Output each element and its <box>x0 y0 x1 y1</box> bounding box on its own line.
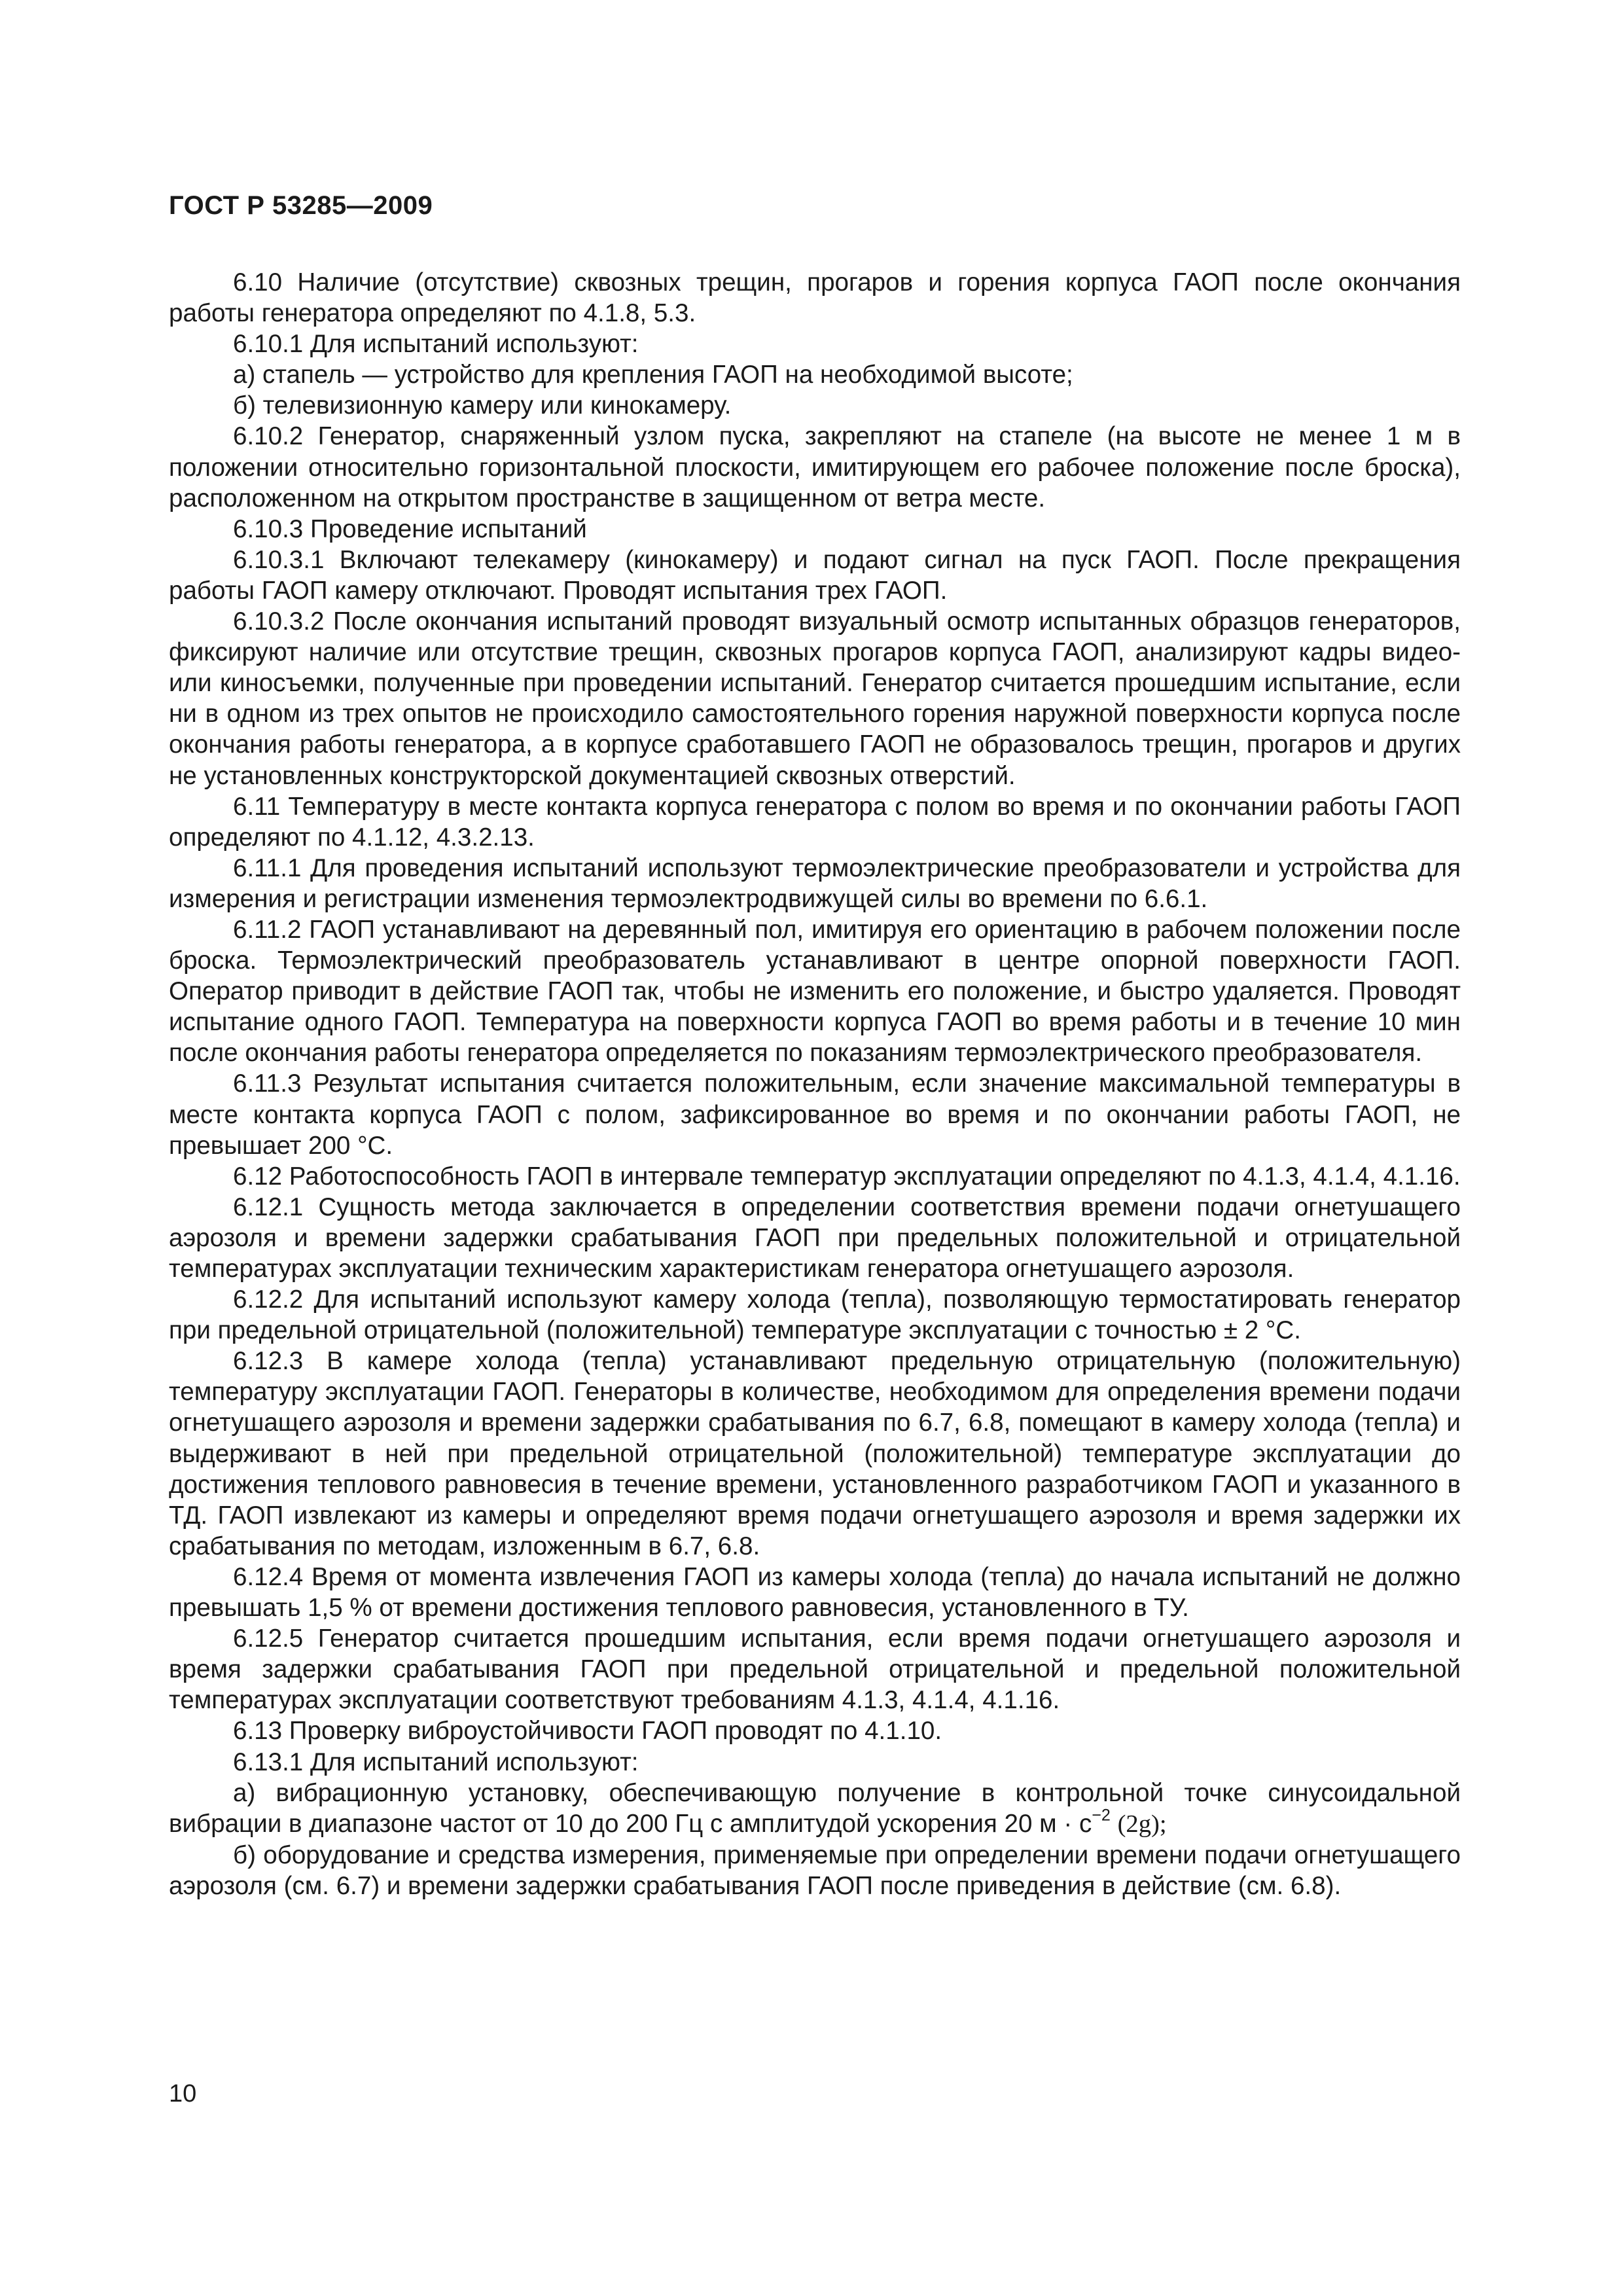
document-header: ГОСТ Р 53285—2009 <box>169 191 433 220</box>
spacer <box>1111 1810 1118 1838</box>
paragraph-6-10-3-1: 6.10.3.1 Включают телекамеру (кинокамеру) и подают сигнал на пуск ГАОП. После прекращения работы ГАОП камеру отключают. Проводят испытания трех ГАОП. <box>169 545 1461 605</box>
document-body <box>169 267 1461 1901</box>
paragraph-6-10-3: 6.10.3 Проведение испытаний <box>233 514 587 543</box>
paragraph-6-10-3-2: 6.10.3.2 После окончания испытаний проводят визуальный осмотр испытанных образцов генераторов, фиксируют наличие или отсутствие трещин, сквозных прогаров корпуса ГАОП, анализируют кадры видео- или киносъемки, полученные при проведении испытаний. Генератор считается прошедшим испытание, если ни в одном из трех опытов не происходило самостоятельного горения наружной поверхности корпуса после окончания работы генератора, а в корпусе сработавшего ГАОП не образовалось трещин, прогаров и других не установленных конструкторской документацией сквозных отверстий. <box>169 607 1461 790</box>
paragraph-6-11-1: 6.11.1 Для проведения испытаний используют термоэлектрические преобразователи и устройства для измерения и регистрации изменения термоэлектродвижущей силы во времени по 6.6.1. <box>169 853 1461 913</box>
paragraph-6-12-4: 6.12.4 Время от момента извлечения ГАОП из камеры холода (тепла) до начала испытаний не должно превышать 1,5 % от времени достижения теплового равновесия, установленного в ТУ. <box>169 1562 1461 1623</box>
paragraph-6-12-1: 6.12.1 Сущность метода заключается в определении соответствия времени подачи огнетушащего аэрозоля и времени задержки срабатывания ГАОП при предельных положительной и отрицательной температурах эксплуатации техническим характеристикам генератора огнетушащего аэрозоля. <box>169 1193 1461 1283</box>
paragraph-6-10-1: 6.10.1 Для испытаний используют: <box>233 330 639 359</box>
paragraph-6-10-2: 6.10.2 Генератор, снаряженный узлом пуска, закрепляют на стапеле (на высоте не менее 1 м в положении относительно горизонтальной плоскости, имитирующем его рабочее положение после броска), расположенном на открытом пространстве в защищенном от ветра месте. <box>169 422 1461 512</box>
list-item-b-equipment: б) оборудование и средства измерения, применяемые при определении времени подачи огнетушащего аэрозоля (см. 6.7) и времени задержки срабатывания ГАОП после приведения в действие (см. 6.8). <box>169 1840 1461 1900</box>
acceleration-exponent: −2 <box>1092 1806 1111 1825</box>
list-item-a-vibration <box>169 1778 1461 1840</box>
paragraph-6-12-2: 6.12.2 Для испытаний используют камеру холода (тепла), позволяющую термостатировать генератор при предельной отрицательной (положительной) температуре эксплуатации с точностью ± 2 °С. <box>169 1285 1461 1345</box>
list-item-b-camera: б) телевизионную камеру или кинокамеру. <box>233 391 732 420</box>
paragraph-6-12-5: 6.12.5 Генератор считается прошедшим испытания, если время подачи огнетушащего аэрозоля и время задержки срабатывания ГАОП при предельной отрицательной и предельной положительной температурах эксплуатации соответствуют требованиям 4.1.3, 4.1.4, 4.1.16. <box>169 1624 1461 1715</box>
paragraph-6-13: 6.13 Проверку виброустойчивости ГАОП проводят по 4.1.10. <box>233 1717 942 1746</box>
paragraph-6-11-3: 6.11.3 Результат испытания считается положительным, если значение максимальной температуры в месте контакта корпуса ГАОП с полом, зафиксированное во время и по окончании работы ГАОП, не превышает 200 °С. <box>169 1069 1461 1160</box>
paragraph-6-11-2: 6.11.2 ГАОП устанавливают на деревянный пол, имитируя его ориентацию в рабочем положении после броска. Термоэлектрический преобразователь устанавливают в центре опорной поверхности ГАОП. Оператор приводит в действие ГАОП так, чтобы не изменить его положение, и быстро удаляется. Проводят испытание одного ГАОП. Температура на поверхности корпуса ГАОП во время работы и в течение 10 мин после окончания работы генератора определяется по показаниям термоэлектрического преобразователя. <box>169 915 1461 1067</box>
page-number: 10 <box>169 2080 197 2108</box>
vibration-text: а) вибрационную установку, обеспечивающую получение в контрольной точке синусоидальной вибрации в диапазоне частот от 10 до 200 Гц с амплитудой ускорения 20 м · с <box>169 1778 1461 1838</box>
list-item-a-stapel: а) стапель — устройство для крепления ГАОП на необходимой высоте; <box>233 361 1073 389</box>
paragraph-6-10: 6.10 Наличие (отсутствие) сквозных трещин, прогаров и горения корпуса ГАОП после окончания работы генератора определяют по 4.1.8, 5.3. <box>169 268 1461 328</box>
paragraph-6-12: 6.12 Работоспособность ГАОП в интервале температур эксплуатации определяют по 4.1.3, 4.1.4, 4.1.16. <box>233 1162 1461 1191</box>
paragraph-6-11: 6.11 Температуру в месте контакта корпуса генератора с полом во время и по окончании работы ГАОП определяют по 4.1.12, 4.3.2.13. <box>169 792 1461 852</box>
paragraph-6-13-1: 6.13.1 Для испытаний используют: <box>233 1748 639 1776</box>
g-value: (2g); <box>1117 1810 1167 1838</box>
paragraph-6-12-3: 6.12.3 В камере холода (тепла) устанавливают предельную отрицательную (положительную) температуру эксплуатации ГАОП. Генераторы в количестве, необходимом для определения времени подачи огнетушащего аэрозоля и времени задержки срабатывания по 6.7, 6.8, помещают в камеру холода (тепла) и выдерживают в ней при предельной отрицательной (положительной) температуре эксплуатации до достижения теплового равновесия в течение времени, установленного разработчиком ГАОП и указанного в ТД. ГАОП извлекают из камеры и определяют время подачи огнетушащего аэрозоля и время задержки их срабатывания по методам, изложенным в 6.7, 6.8. <box>169 1347 1461 1560</box>
